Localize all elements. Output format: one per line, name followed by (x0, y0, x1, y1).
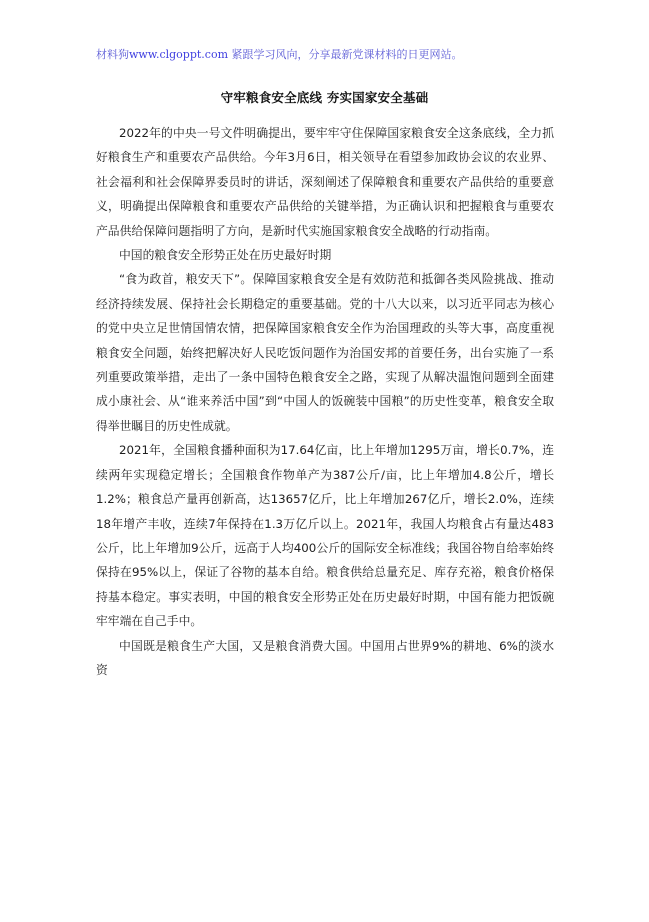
header-prefix: 材料狗 (96, 48, 129, 61)
document-body (96, 121, 554, 682)
site-header (96, 46, 463, 62)
paragraph-intro: 2022年的中央一号文件明确提出，要牢牢守住保障国家粮食安全这条底线，全力抓好粮食生产和重要农产品供给。今年3月6日，相关领导在看望参加政协会议的农业界、社会福利和社会保障界委员时的讲话，深刻阐述了保障粮食和重要农产品供给的重要意义，明确提出保障粮食和重要农产品供给的关键举措，为正确认识和把握粮食与重要农产品供给保障问题指明了方向，是新时代实施国家粮食安全战略的行动指南。 (96, 126, 554, 238)
paragraph-consumption: 中国既是粮食生产大国，又是粮食消费大国。中国用占世界9%的耕地、6%的淡水资 (96, 638, 554, 677)
site-link[interactable]: www.clgoppt.com (129, 48, 228, 61)
paragraph-statistics: 2021年，全国粮食播种面积为17.64亿亩，比上年增加1295万亩，增长0.7%，连续两年实现稳定增长；全国粮食作物单产为387公斤/亩，比上年增加4.8公斤，增长1.2%；粮食总产量再创新高，达13657亿斤，比上年增加267亿斤，增长2.0%，连续18年增产丰收，连续7年保持在1.3万亿斤以上。2021年，我国人均粮食占有量达483公斤，比上年增加9公斤，远高于人均400公斤的国际安全标准线；我国谷物自给率始终保持在95%以上，保证了谷物的基本自给。粮食供给总量充足、库存充裕，粮食价格保持基本稳定。事实表明，中国的粮食安全形势正处在历史最好时期，中国有能力把饭碗牢牢端在自己手中。 (96, 443, 554, 629)
section-heading: 中国的粮食安全形势正处在历史最好时期 (119, 248, 332, 263)
header-suffix: 紧跟学习风向，分享最新党课材料的日更网站。 (228, 48, 463, 61)
paragraph-food-security: “食为政首，粮安天下”。保障国家粮食安全是有效防范和抵御各类风险挑战、推动经济持续发展、保持社会长期稳定的重要基础。党的十八大以来，以习近平同志为核心的党中央立足世情国情农情，把保障国家粮食安全作为治国理政的头等大事，高度重视粮食安全问题，始终把解决好人民吃饭问题作为治国安邦的首要任务，出台实施了一系列重要政策举措，走出了一条中国特色粮食安全之路，实现了从解决温饱问题到全面建成小康社会、从“谁来养活中国”到“中国人的饭碗装中国粮”的历史性变革，粮食安全取得举世瞩目的历史性成就。 (96, 272, 554, 433)
document-title: 守牢粮食安全底线 夯实国家安全基础 (220, 90, 429, 105)
